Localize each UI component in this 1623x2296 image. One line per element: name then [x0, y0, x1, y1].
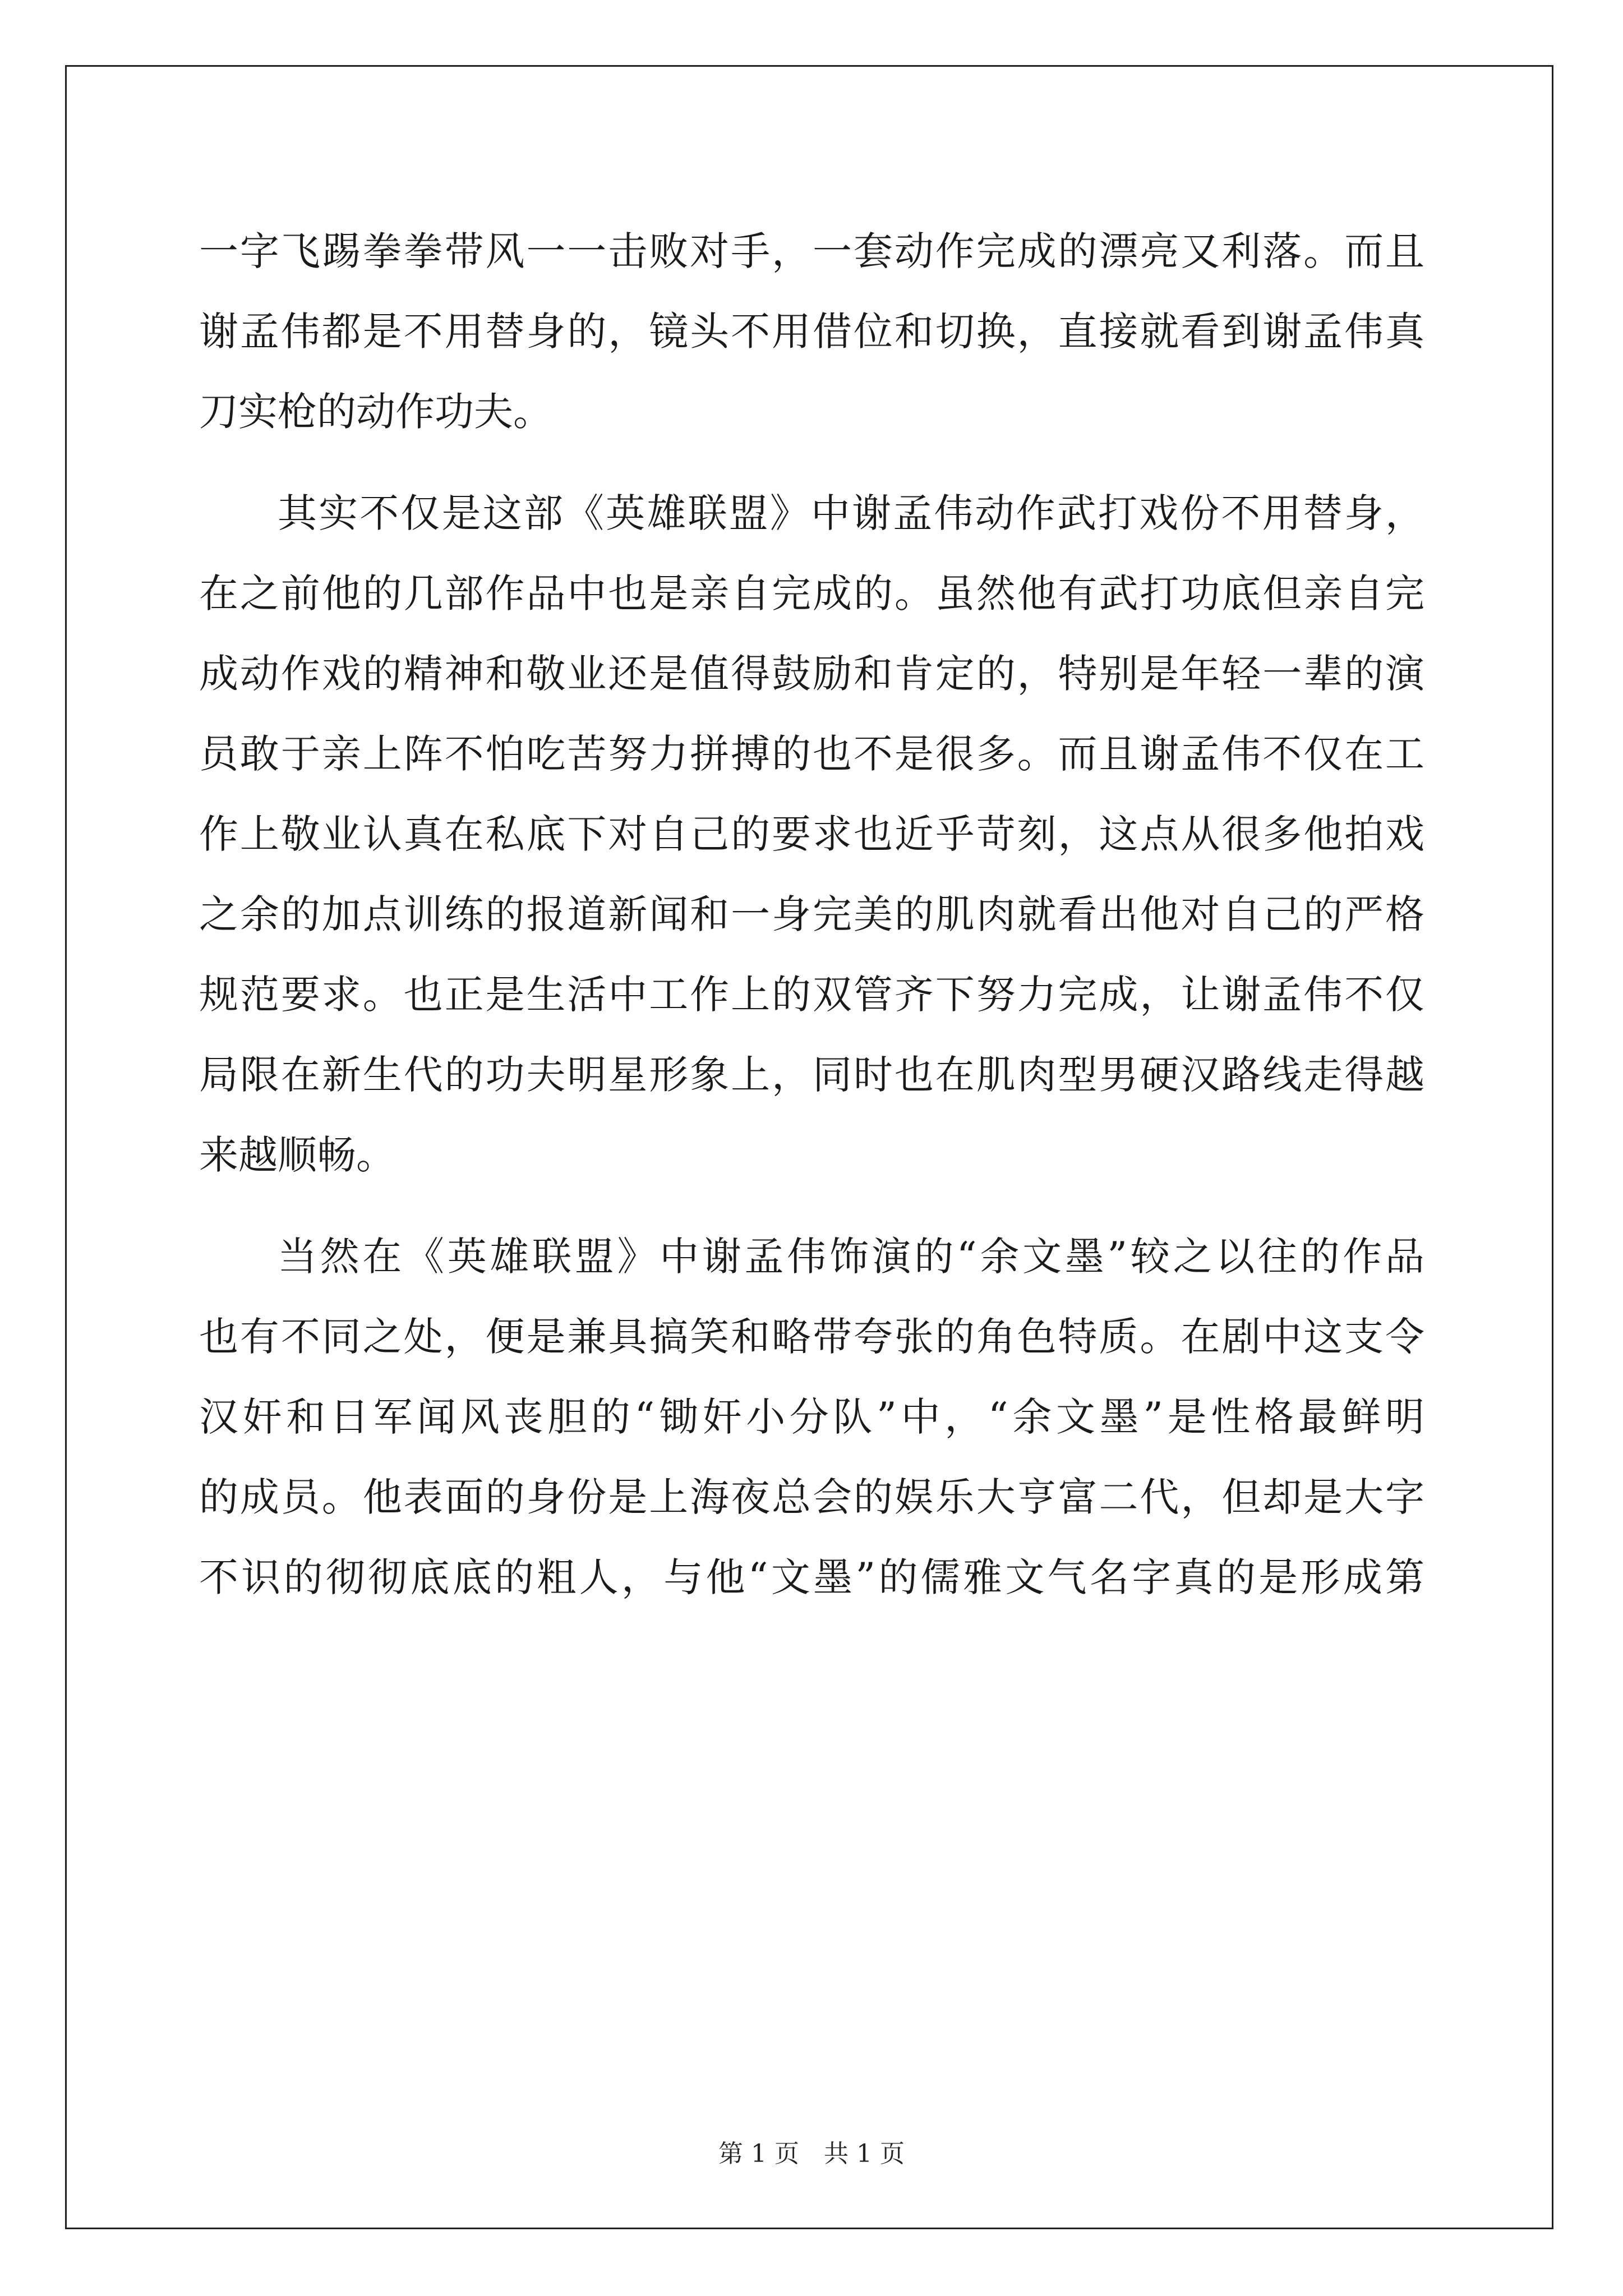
text-line: 的成员。他表面的身份是上海夜总会的娱乐大亨富二代，但却是大字: [199, 1474, 1424, 1520]
document-body: [199, 211, 1424, 1618]
paragraph-2: [199, 473, 1424, 1195]
text-line: 其实不仅是这部《英雄联盟》中谢孟伟动作武打戏份不用替身，: [278, 490, 1424, 536]
text-line: 不识的彻彻底底的粗人，与他“文墨”的儒雅文气名字真的是形成第: [199, 1554, 1424, 1600]
text-line: 谢孟伟都是不用替身的，镜头不用借位和切换，直接就看到谢孟伟真: [199, 309, 1424, 355]
text-line: 也有不同之处，便是兼具搞笑和略带夸张的角色特质。在剧中这支令: [199, 1314, 1424, 1360]
text-line: 员敢于亲上阵不怕吃苦努力拼搏的也不是很多。而且谢孟伟不仅在工: [199, 731, 1424, 777]
page-footer: [0, 2133, 1623, 2169]
page-number: 第 1 页 共 1 页: [718, 2139, 905, 2168]
text-line: 汉奸和日军闻风丧胆的“锄奸小分队”中，“余文墨”是性格最鲜明: [199, 1394, 1424, 1440]
paragraph-3: [199, 1217, 1424, 1618]
text-line: 规范要求。也正是生活中工作上的双管齐下努力完成，让谢孟伟不仅: [199, 972, 1424, 1018]
text-line: 之余的加点训练的报道新闻和一身完美的肌肉就看出他对自己的严格: [199, 891, 1424, 937]
text-line: 来越顺畅。: [199, 1132, 395, 1178]
text-line: 刀实枪的动作功夫。: [199, 389, 552, 435]
text-line: 作上敬业认真在私底下对自己的要求也近乎苛刻，这点从很多他拍戏: [199, 811, 1424, 857]
text-line: 成动作戏的精神和敬业还是值得鼓励和肯定的，特别是年轻一辈的演: [199, 651, 1424, 697]
text-line: 一字飞踢拳拳带风一一击败对手，一套动作完成的漂亮又利落。而且: [199, 228, 1424, 274]
text-line: 在之前他的几部作品中也是亲自完成的。虽然他有武打功底但亲自完: [199, 570, 1424, 616]
text-line: 当然在《英雄联盟》中谢孟伟饰演的“余文墨”较之以往的作品: [278, 1234, 1424, 1280]
text-line: 局限在新生代的功夫明星形象上，同时也在肌肉型男硬汉路线走得越: [199, 1052, 1424, 1098]
paragraph-1: [199, 211, 1424, 452]
